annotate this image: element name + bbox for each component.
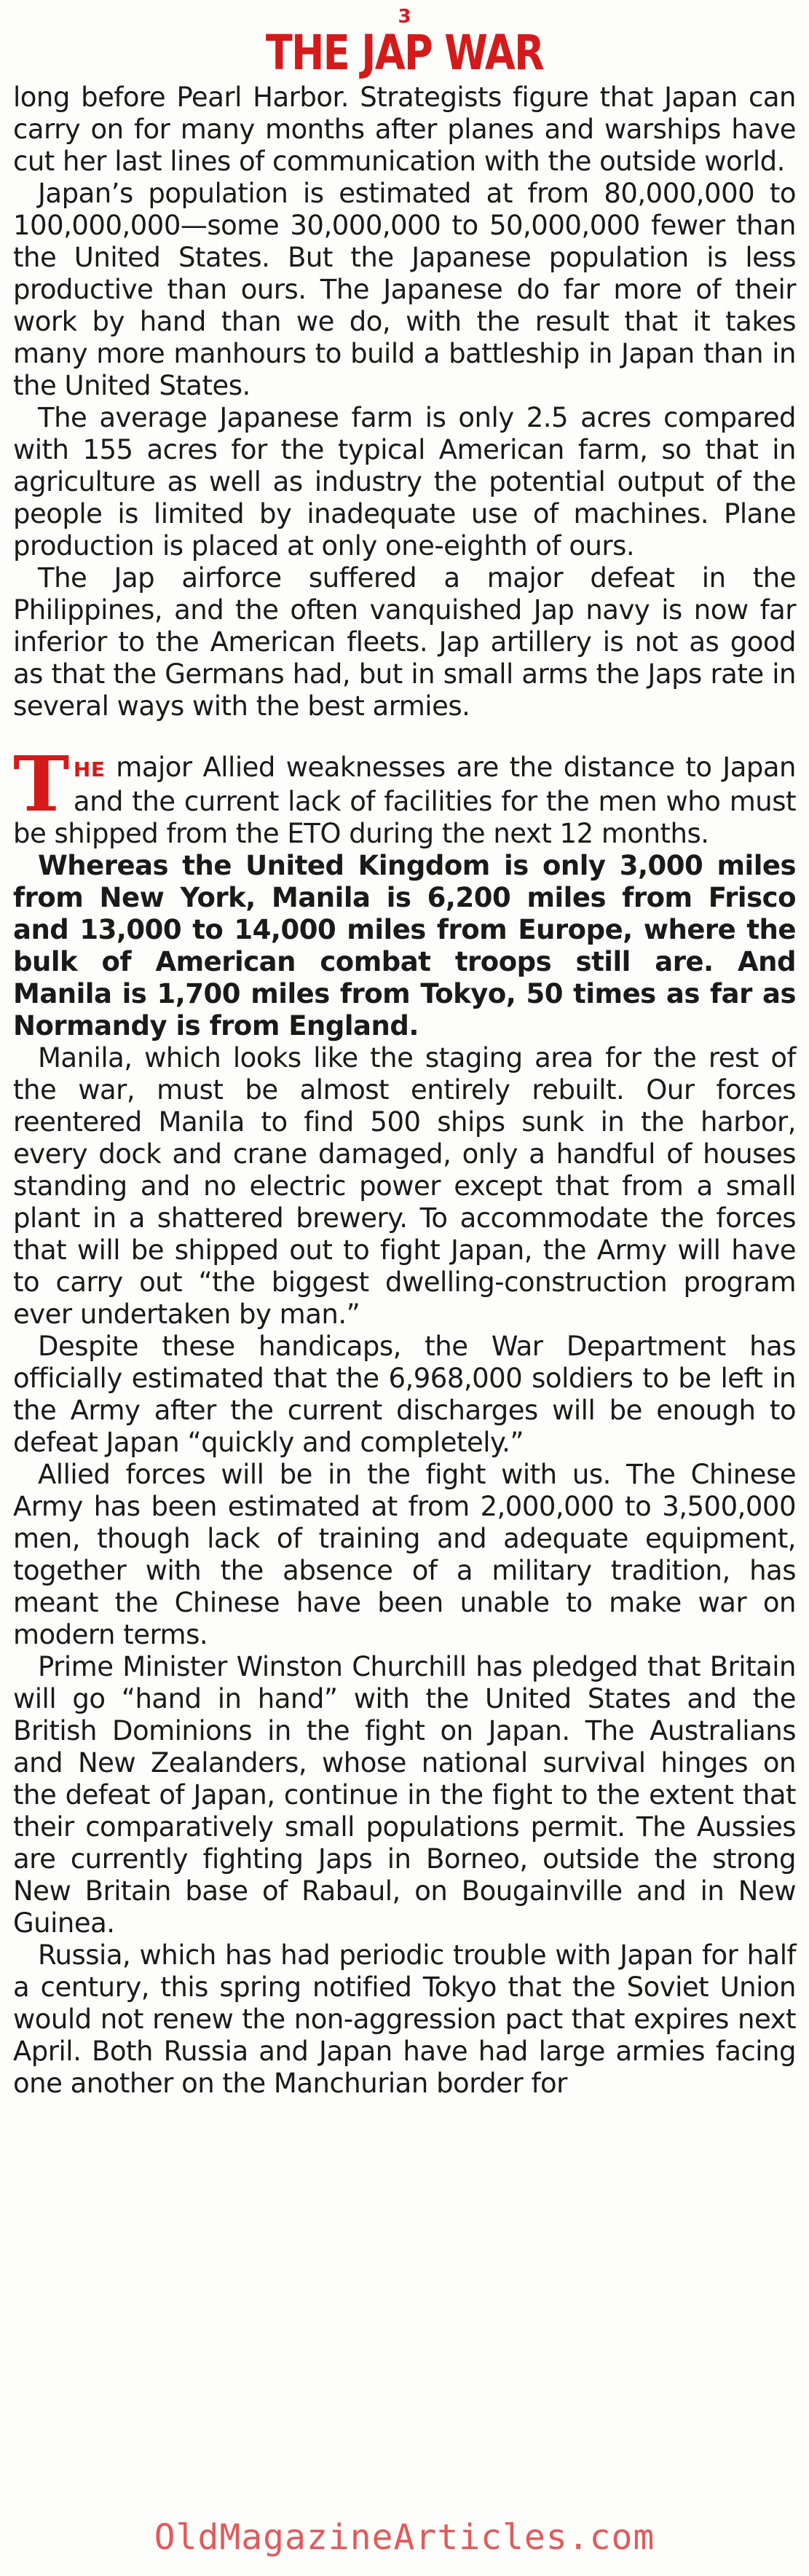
- section-gap: [13, 722, 796, 752]
- paragraph-9: Allied forces will be in the fight with us. The Chinese Army has been estimated at from 2,000,000 to 3,500,000 men, though lack of training and adequate equipment, together with the absence of a military tradition, has meant the Chinese have been unable to make war on modern terms.: [13, 1459, 796, 1650]
- paragraph-4: The Jap airforce suffered a major defeat in the Philippines, and the often vanquished Jap navy is now far inferior to the American fleets. Jap artillery is not as good as that the Germans had, but in small arms the Japs rate in several ways with the best armies.: [13, 562, 796, 722]
- paragraph-3: The average Japanese farm is only 2.5 acres compared with 155 acres for the typical American farm, so that in agriculture as well as industry the potential output of the people is limited by inadequate use of machines. Plane production is placed at only one-eighth of ours.: [13, 402, 796, 562]
- paragraph-10: Prime Minister Winston Churchill has pledged that Britain will go “hand in hand” with the United States and the British Dominions in the fight on Japan. The Australians and New Zealanders, whose national survival hinges on the defeat of Japan, continue in the fight to the extent that their comparatively small populations permit. The Aussies are currently fighting Japs in Borneo, outside the strong New Britain base of Rabaul, on Bougainville and in New Guinea.: [13, 1651, 796, 1939]
- paragraph-1: long before Pearl Harbor. Strategists figure that Japan can carry on for many months after planes and warships have cut her last lines of communication with the outside world.: [13, 82, 796, 177]
- small-caps-lead: HE: [73, 757, 106, 781]
- paragraph-2: Japan’s population is estimated at from 80,000,000 to 100,000,000—some 30,000,000 to 50,000,000 fewer than the United States. But the Japanese population is less productive than ours. The Japanese do far more of their work by hand than we do, with the result that it takes many more manhours to build a battleship in Japan than in the United States.: [13, 178, 796, 401]
- paragraph-5: [13, 739, 796, 850]
- page-number: 3: [398, 6, 411, 28]
- paragraph-11: Russia, which has had periodic trouble with Japan for half a century, this spring notified Tokyo that the Soviet Union would not renew the non-aggression pact that expires next April. Both Russia and Japan have had large armies facing one another on the Manchurian border for: [13, 1939, 796, 2099]
- paragraph-6: Whereas the United Kingdom is only 3,000 miles from New York, Manila is 6,200 miles from Frisco and 13,000 to 14,000 miles from Europe, where the bulk of American combat troops still are. And Manila is 1,700 miles from Tokyo, 50 times as far as Normandy is from England.: [13, 850, 796, 1041]
- article-body: [13, 82, 796, 2100]
- watermark: OldMagazineArticles.com: [154, 2517, 655, 2558]
- paragraph-7: Manila, which looks like the staging area for the rest of the war, must be almost entirely rebuilt. Our forces reentered Manila to find 500 ships sunk in the harbor, every dock and crane damaged, only a handful of houses standing and no electric power except that from a small plant in a shattered brewery. To accommodate the forces that will be shipped out to fight Japan, the Army will have to carry out “the biggest dwelling-construction program ever undertaken by man.”: [13, 1042, 796, 1330]
- paragraph-5-text: major Allied weaknesses are the distance to Japan and the current lack of facilities for the men who must be shipped from the ETO during the next 12 months.: [13, 752, 796, 849]
- drop-cap: T: [13, 739, 69, 829]
- paragraph-8: Despite these handicaps, the War Department has officially estimated that the 6,968,000 soldiers to be left in the Army after the current discharges will be enough to defeat Japan “quickly and completely.”: [13, 1331, 796, 1458]
- headline: THE JAP WAR: [265, 25, 544, 81]
